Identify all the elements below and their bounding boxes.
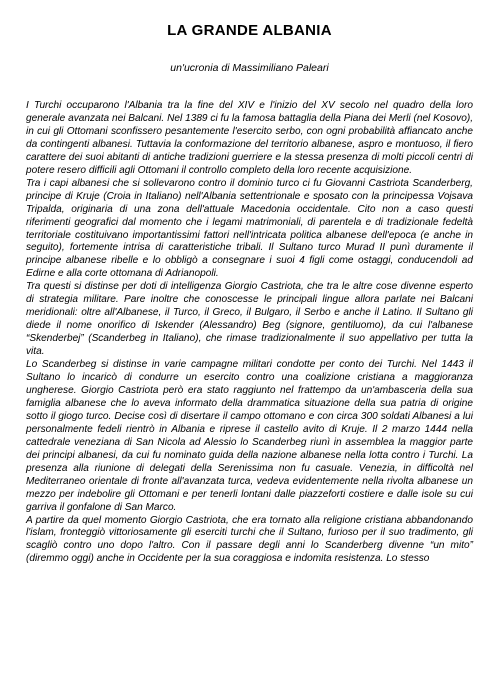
paragraph: I Turchi occuparono l'Albania tra la fine del XIV e l'inizio del XV secolo nel quadro della loro generale avanzata nei Balcani. Nel 1389 ci fu la famosa battaglia della Piana dei Merli (nel Kosovo), in cui gli Ottomani sconfissero pesantemente l'esercito serbo, con ogni probabilità affiancato anche da contingenti albanesi. Tuttavia la conformazione del territorio albanese, aspro e montuoso, il fiero carattere dei suoi abitanti di antiche tradizioni guerriere e la stessa presenza di molti piccoli centri di potere resero difficili agli Ottomani il controllo completo della loro recente acquisizione.: [26, 100, 473, 176]
paragraph: Lo Scanderbeg si distinse in varie campagne militari condotte per conto dei Turchi. Nel 1443 il Sultano lo incaricò di condurre un esercito contro una coalizione cristiana a maggioranza ungherese. Giorgio Castriota però era stato raggiunto nel frattempo da un'ambasceria della sua famiglia albanese che lo aveva informato della drammatica situazione della sua patria di origine sotto il giogo turco. Decise così di disertare il campo ottomano e con circa 300 soldati Albanesi a lui personalmente fedeli rientrò in Albania e riprese il castello avito di Kruje. Il 2 marzo 1444 nella cattedrale veneziana di San Nicola ad Alessio lo Scanderbeg riunì in assemblea la maggior parte dei principi albanesi, da cui fu nominato guida della nazione albanese nella lotta contro i Turchi. La presenza alla riunione di delegati della Serenissima non fu casuale. Venezia, in difficoltà nel Mediterraneo orientale di fronte all'avanzata turca, vedeva evidentemente nella rivolta albanese un mezzo per indebolire gli Ottomani e per tenerli lontani dalle piazzeforti costiere e dalle isole su cui garriva il gonfalone di San Marco.: [26, 359, 473, 513]
paragraph: Tra i capi albanesi che si sollevarono contro il dominio turco ci fu Giovanni Castriota Scanderberg, principe di Kruje (Croia in Italiano) nell'Albania settentrionale e sposato con la principessa Vojsava Tripalda, originaria di una zona dell'attuale Macedonia occidentale. Cito non a caso questi riferimenti geografici dal momento che i legami matrimoniali, di parentela e di tradizionale fedeltà territoriale costituivano importantissimi fattori nell'intricata politica albanese dell'epoca (e anche in seguito), fortemente intrisa di caratteristiche tribali. Il Sultano turco Murad II punì duramente il principe albanese ribelle e lo obbligò a consegnare i suoi 4 figli come ostaggi, conducendoli ad Edirne e alla corte ottomana di Adrianopoli.: [26, 177, 473, 280]
document-body: [26, 100, 473, 566]
paragraph: Tra questi si distinse per doti di intelligenza Giorgio Castriota, che tra le altre cose divenne esperto di strategia militare. Pare inoltre che conoscesse le principali lingue allora parlate nei Balcani meridionali: oltre all'Albanese, il Turco, il Greco, il Bulgaro, il Serbo e anche il Latino. Il Sultano gli diede il nome onorifico di Iskender (Alessandro) Beg (signore, gentiluomo), da cui l'albanese “Skenderbej” (Scanderbeg in Italiano), che rimase tradizionalmente il suo appellativo per tutta la vita.: [26, 281, 473, 358]
paragraph: A partire da quel momento Giorgio Castriota, che era tornato alla religione cristiana abbandonando l'islam, fronteggiò vittoriosamente gli eserciti turchi che il Sultano, furioso per il suo tradimento, gli scagliò contro uno dopo l'altro. Con il passare degli anni lo Scanderberg divenne “un mito” (diremmo oggi) anche in Occidente per la sua coraggiosa e indomita resistenza. Lo stesso: [26, 514, 473, 565]
document-subtitle: un'ucronia di Massimiliano Paleari: [170, 62, 329, 74]
document-title: LA GRANDE ALBANIA: [167, 22, 332, 39]
